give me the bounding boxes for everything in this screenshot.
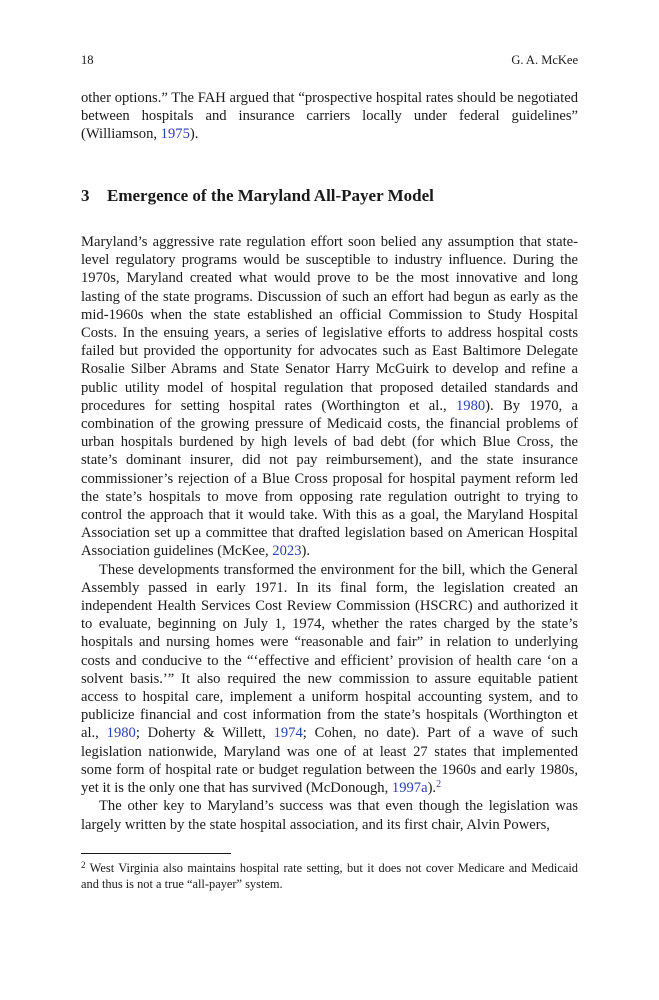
citation-link[interactable]: 2023 <box>272 543 302 560</box>
paragraph-text: The other key to Maryland’s success was that even though the legislation was largely written by the state hospital association, and its first chair, Alvin Powers, <box>81 798 578 833</box>
page-number: 18 <box>81 53 94 67</box>
footnote-marker-link[interactable] <box>436 780 441 796</box>
paragraph-text: ). <box>427 780 437 797</box>
footnote-number: 2 <box>81 860 86 870</box>
citation-link[interactable]: 1997a <box>391 780 428 797</box>
section-number: 3 <box>81 186 90 205</box>
paragraph-text: ; Cohen, no date). Part of a wave of such legislation nationwide, Maryland was one of at least 27 states that implemented some form of hospital rate or budget regulation between the 1960s and early 1980s, yet it is the only one that has survived (McDonough, <box>81 725 579 797</box>
paragraph-2 <box>81 561 578 798</box>
running-header <box>81 52 578 68</box>
citation-link[interactable]: 1980 <box>106 725 136 742</box>
citation-link[interactable]: 1975 <box>160 126 190 143</box>
section-body <box>81 233 578 834</box>
paragraph-text: These developments transformed the environment for the bill, which the General Assembly passed in early 1971. In its final form, the legislation created an independent Health Services Cost Review Commission (HSCRC) and authorized it to evaluate, beginning on July 1, 1974, whether the rates charged by the state’s hospitals and nursing homes were “reasonable and fair” in relation to underlying costs and conducive to the “‘effective and efficient’ provision of health care ‘on a solvent basis.’” It also required the new commission to assure equitable patient access to hospital care, implement a uniform hospital accounting system, and to publicize financial and cost information from the state’s hospitals (Worthington et al., <box>81 561 578 742</box>
paragraph-1 <box>81 233 578 561</box>
intro-paragraph <box>81 89 578 144</box>
intro-text-end: ). <box>189 126 199 143</box>
section-title: Emergence of the Maryland All-Payer Model <box>107 186 434 205</box>
citation-link[interactable]: 1980 <box>455 397 486 414</box>
paragraph-text: ). <box>301 543 310 560</box>
paragraph-text: Maryland’s aggressive rate regulation effort soon belied any assumption that state-level regulatory programs would be susceptible to industry influence. During the 1970s, Maryland created what would prove to be the most innovative and long lasting of the state programs. Discussion of such an effort had begun as early as the mid-1960s when the state established an official Commission to Study Hospital Costs. In the ensuing years, a series of legislative efforts to address hospital costs failed but provided the opportunity for advocates such as East Baltimore Delegate Rosalie Silber Abrams and State Senator Harry McGuirk to develop and refine a public utility model of hospital regulation that proposed detailed standards and procedures for setting hospital rates (Worthington et al., <box>81 234 578 414</box>
intro-text: other options.” The FAH argued that “prospective hospital rates should be negotiated between hospitals and insurance carriers locally under federal guidelines” (Williamson, <box>81 90 578 143</box>
section-heading <box>81 185 578 207</box>
footnote-divider <box>81 853 231 854</box>
running-author: G. A. McKee <box>511 53 578 67</box>
footnote-text: West Virginia also maintains hospital rate setting, but it does not cover Medicare and Medicaid and thus is not a true “all-payer” system. <box>81 861 578 891</box>
citation-link[interactable]: 1974 <box>273 725 303 742</box>
footnote-marker: 2 <box>436 779 442 791</box>
paragraph-text: ). By 1970, a combination of the growing pressure of Medicaid costs, the financial problems of urban hospitals burdened by high levels of bad debt (for which Blue Cross, the state’s dominant insurer, did not pay reimbursement), and the state insurance commissioner’s rejection of a Blue Cross proposal for hospital payment reform led the state’s hospitals to move from opposing rate regulation outright to trying to control the approach that it would take. With this as a goal, the Maryland Hospital Association set up a committee that drafted legislation based on American Hospital Association guidelines (McKee, <box>81 397 578 560</box>
paragraph-3 <box>81 797 578 833</box>
footnote <box>81 860 578 892</box>
paragraph-text: ; Doherty & Willett, <box>135 725 274 742</box>
